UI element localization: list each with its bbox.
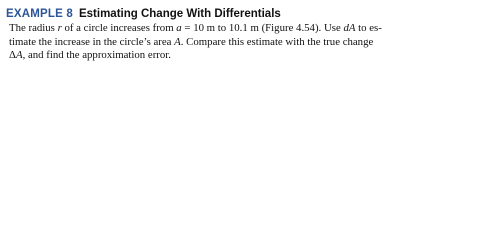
example-label: EXAMPLE 8	[6, 8, 73, 20]
var-a: a	[176, 22, 182, 34]
delta-symbol: Δ	[9, 49, 16, 62]
example-heading	[6, 7, 484, 21]
var-r: r	[57, 22, 62, 34]
body-line-1: The radius r of a circle increases from a = 10 m to 10.1 m (Figure 4.54). Use dA to es-	[9, 22, 382, 34]
body-line-3: ΔA, and find the approximation error.	[9, 49, 171, 62]
var-A: A	[174, 35, 181, 48]
var-dA: dA	[343, 22, 356, 34]
example-block	[6, 7, 484, 63]
example-body	[6, 22, 484, 63]
body-line-2: timate the increase in the circle’s area A. Compare this estimate with the true change	[9, 35, 374, 48]
var-A-delta: A	[15, 49, 23, 62]
example-title: Estimating Change With Differentials	[78, 8, 281, 20]
